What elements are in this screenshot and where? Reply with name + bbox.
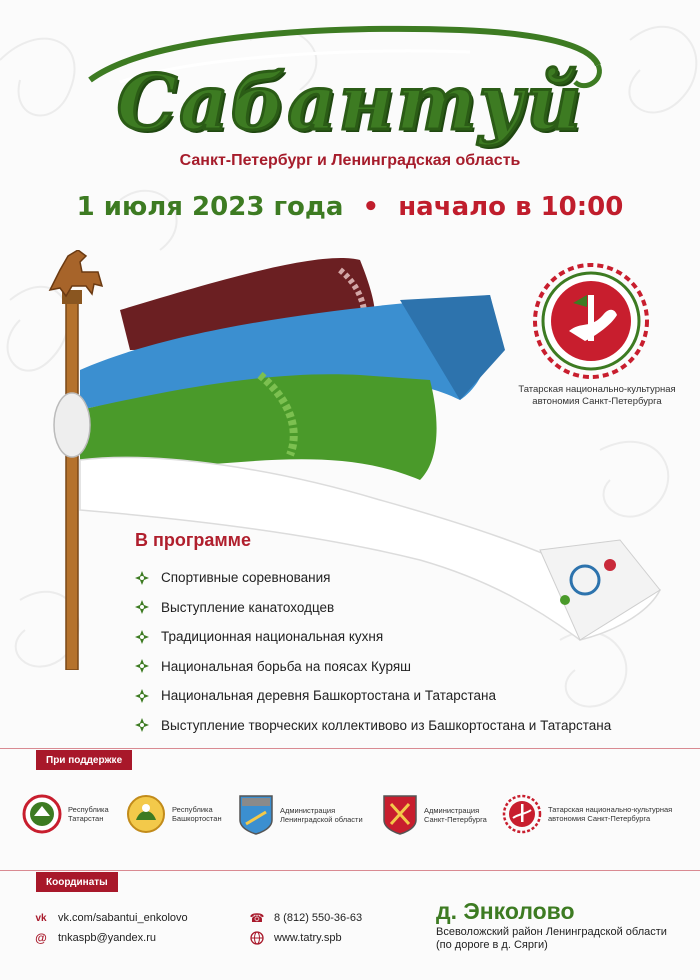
leningrad-region-emblem-icon (238, 794, 274, 836)
list-item (135, 681, 611, 711)
divider (0, 748, 700, 749)
globe-icon (250, 931, 264, 945)
ornament-bullet-icon (135, 659, 149, 673)
start-time: начало в 10:00 (398, 192, 624, 222)
organizer-emblem-icon (532, 262, 650, 380)
sponsor-line2: Ленинградской области (280, 815, 363, 824)
list-item (135, 652, 611, 682)
program-heading: В программе (135, 530, 252, 550)
program-list (135, 563, 611, 740)
program-item-text: Национальная борьба на поясах Куряш (161, 658, 411, 674)
vk-contact[interactable] (34, 911, 188, 925)
spb-emblem-icon (382, 794, 418, 836)
ornament-bullet-icon (135, 571, 149, 585)
email-contact[interactable] (34, 931, 156, 945)
tatarstan-emblem-icon (22, 794, 62, 834)
ornament-bullet-icon (135, 630, 149, 644)
tatar-autonomy-emblem-icon (502, 794, 542, 834)
date-separator: • (362, 192, 380, 222)
list-item (135, 622, 611, 652)
phone-icon: ☎ (249, 911, 265, 925)
sponsor-leningrad-region (238, 794, 363, 836)
sponsor-line2: автономия Санкт-Петербурга (548, 814, 651, 823)
divider (0, 870, 700, 871)
program-item-text: Спортивные соревнования (161, 570, 331, 586)
list-item (135, 711, 611, 741)
address (436, 926, 667, 952)
organizer-caption-line1: Татарская национально-культурная (518, 384, 676, 395)
sponsor-line1: Администрация (280, 805, 336, 815)
organizer-caption-line2: автономия Санкт-Петербурга (532, 395, 662, 407)
program-item-text: Национальная деревня Башкортостана и Татарстана (161, 688, 496, 704)
sponsor-line1: Татарская национально-культурная (548, 804, 673, 814)
event-subtitle: Санкт-Петербург и Ленинградская область (179, 152, 521, 169)
village-name: д. Энколово (436, 898, 575, 924)
phone-contact[interactable] (250, 911, 362, 925)
sponsor-line2: Санкт-Петербурга (424, 815, 487, 824)
event-title: Сабантуй (116, 58, 584, 147)
sponsor-bashkortostan (126, 794, 222, 834)
support-label: При поддержке (36, 750, 132, 770)
program-item-text: Традиционная национальная кухня (161, 629, 384, 645)
ornament-bullet-icon (135, 718, 149, 732)
sponsor-tatar-autonomy (502, 794, 672, 834)
address-line2: (по дороге в д. Сярги) (436, 939, 548, 952)
sponsor-line1: Администрация (424, 805, 480, 815)
date-line (0, 192, 700, 222)
vk-icon: vk (35, 912, 47, 924)
sponsor-spb (382, 794, 487, 836)
title-block (0, 20, 700, 170)
site-contact[interactable] (250, 931, 342, 945)
sponsor-line2: Башкортостан (172, 814, 222, 823)
event-date: 1 июля 2023 года (76, 192, 344, 222)
email-link[interactable]: tnkaspb@yandex.ru (58, 932, 157, 944)
list-item (135, 593, 611, 623)
sponsor-line1: Республика (172, 804, 213, 814)
bashkortostan-emblem-icon (126, 794, 166, 834)
sponsor-line1: Республика (68, 804, 109, 814)
sponsor-line2: Татарстан (68, 814, 104, 823)
program-item-text: Выступление творческих коллективово из Башкортостана и Татарстана (161, 717, 612, 733)
ornament-bullet-icon (135, 689, 149, 703)
ornament-bullet-icon (135, 600, 149, 614)
email-icon: @ (35, 931, 47, 945)
phone-link[interactable]: 8 (812) 550-36-63 (274, 912, 363, 924)
organizer-caption (512, 384, 682, 408)
address-line1: Всеволожский район Ленинградской области (436, 926, 667, 938)
vk-link[interactable]: vk.com/sabantui_enkolovo (58, 912, 188, 924)
program-item-text: Выступление канатоходцев (161, 599, 335, 615)
contacts-label: Координаты (36, 872, 118, 892)
sponsor-tatarstan (22, 794, 109, 834)
list-item (135, 563, 611, 593)
site-link[interactable]: www.tatry.spb (274, 932, 342, 944)
